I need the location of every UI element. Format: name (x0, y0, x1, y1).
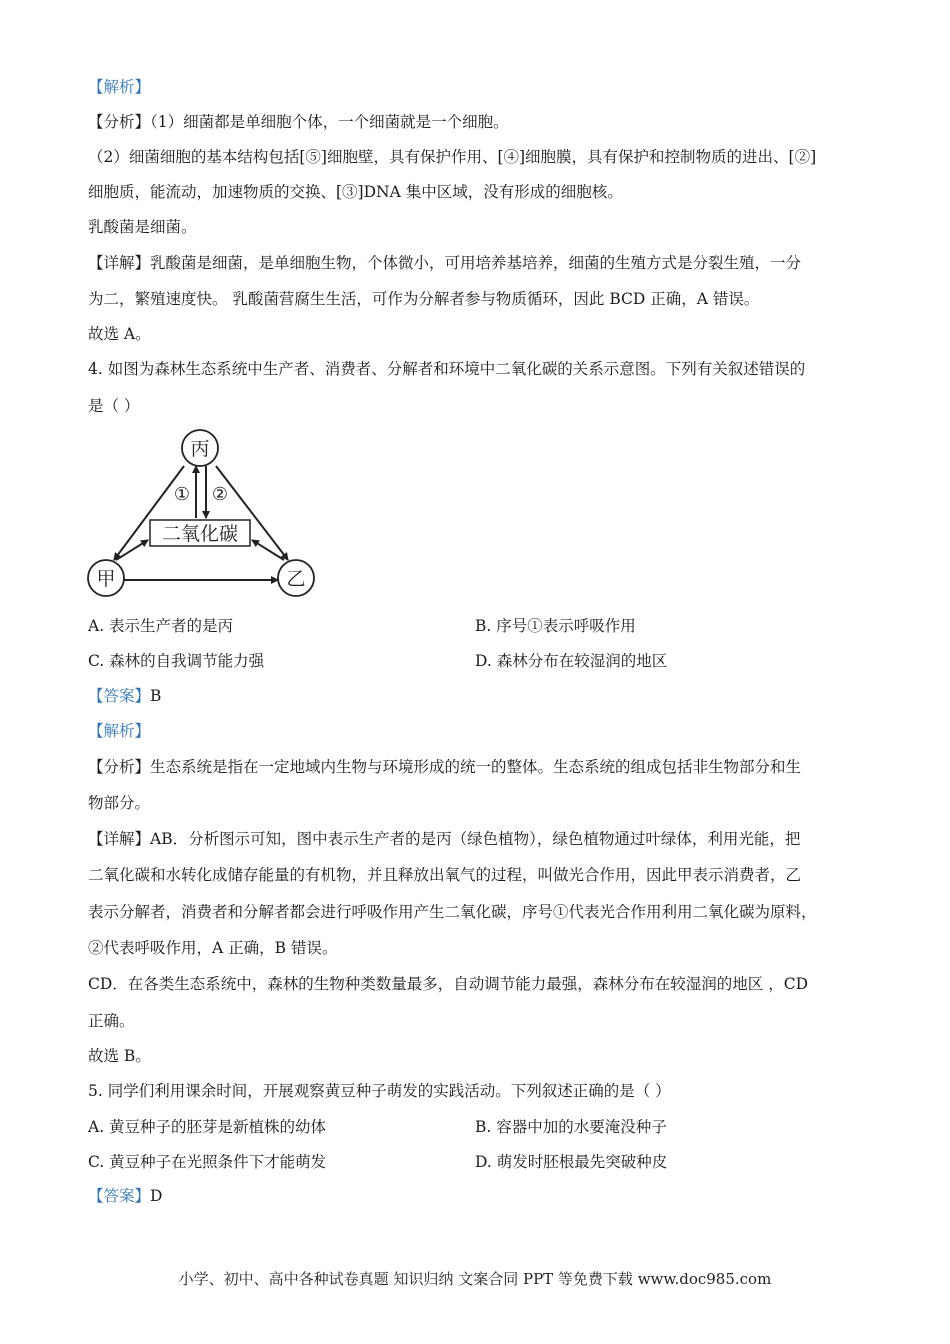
q4-fenxi-line-1 (88, 756, 868, 778)
q4-fenxi-tag: 【分析】 (88, 758, 151, 776)
q4-xiangjie-text-1: AB．分析图示可知，图中表示生产者的是丙（绿色植物），绿色植物通过叶绿体，利用光能，把 (150, 830, 801, 848)
q3-choice: 故选 A。 (88, 325, 151, 343)
co2-label: 二氧化碳 (161, 523, 239, 545)
q3-fenxi-text-1: （1）细菌都是单细胞个体，一个细菌就是一个细胞。 (150, 113, 509, 131)
q3-xiangjie-line-2: 为二，繁殖速度快。 乳酸菌营腐生生活，可作为分解者参与物质循环，因此 BCD 正确，A 错误。 (88, 290, 760, 308)
q5-option-c: C. 黄豆种子在光照条件下才能萌发 (88, 1153, 327, 1171)
q5-answer: D (150, 1187, 163, 1205)
q4-choice: 故选 B。 (88, 1047, 151, 1065)
q4-xiangjie-line-2: 二氧化碳和水转化成储存能量的有机物，并且释放出氧气的过程，叫做光合作用，因此甲表示消费者，乙 (88, 866, 802, 884)
page-footer: 小学、初中、高中各种试卷真题 知识归纳 文案合同 PPT 等免费下载 www.doc985.com (178, 1270, 772, 1288)
q3-xiangjie-line-1 (88, 252, 868, 274)
ecosystem-diagram (84, 420, 334, 605)
q4-stem-line-1: 4. 如图为森林生态系统中生产者、消费者、分解者和环境中二氧化碳的关系示意图。下列有关叙述错误的 (88, 360, 806, 378)
q5-option-a: A. 黄豆种子的胚芽是新植株的幼体 (88, 1118, 327, 1136)
q3-fenxi-line-3: 细胞质，能流动，加速物质的交换、[③]DNA 集中区域，没有形成的细胞核。 (88, 183, 623, 201)
q3-xiangjie-tag: 【详解】 (88, 254, 151, 272)
q4-cd-line-1: CD．在各类生态系统中，森林的生物种类数量最多，自动调节能力最强，森林分布在较湿润的地区 ，CD (88, 975, 809, 993)
q4-fenxi-line-2: 物部分。 (88, 794, 151, 812)
q4-jiexi-tag: 【解析】 (88, 722, 151, 740)
q4-xiangjie-line-4: ②代表呼吸作用，A 正确，B 错误。 (88, 939, 338, 957)
q4-answer-tag: 【答案】 (88, 687, 151, 705)
q5-answer-line (88, 1185, 868, 1207)
q4-option-d: D. 森林分布在较湿润的地区 (475, 652, 668, 670)
q4-xiangjie-tag: 【详解】 (88, 830, 151, 848)
node-yi-label: 乙 (286, 568, 306, 590)
q4-xiangjie-line-3: 表示分解者，消费者和分解者都会进行呼吸作用产生二氧化碳，序号①代表光合作用利用二氧化碳为原料， (88, 903, 817, 921)
q4-answer-line (88, 685, 868, 707)
q4-option-a: A. 表示生产者的是丙 (88, 617, 234, 635)
arrow-2-label: ② (211, 484, 229, 505)
q4-answer: B (150, 687, 162, 705)
q4-option-c: C. 森林的自我调节能力强 (88, 652, 265, 670)
q3-jiexi-tag: 【解析】 (88, 78, 151, 96)
q5-answer-tag: 【答案】 (88, 1187, 151, 1205)
q4-xiangjie-line-1 (88, 828, 868, 850)
q4-cd-line-2: 正确。 (88, 1012, 135, 1030)
q4-option-b: B. 序号①表示呼吸作用 (475, 617, 636, 635)
q3-fenxi-tag: 【分析】 (88, 113, 151, 131)
q4-fenxi-text-1: 生态系统是指在一定地域内生物与环境形成的统一的整体。生态系统的组成包括非生物部分和生 (150, 758, 802, 776)
q5-stem: 5. 同学们利用课余时间，开展观察黄豆种子萌发的实践活动。下列叙述正确的是（ ） (88, 1082, 671, 1100)
node-bing-label: 丙 (190, 438, 210, 460)
q5-option-d: D. 萌发时胚根最先突破种皮 (475, 1153, 668, 1171)
q5-option-b: B. 容器中加的水要淹没种子 (475, 1118, 667, 1136)
q4-stem-line-2: 是（ ） (88, 397, 140, 415)
q3-fenxi-line-2: （2）细菌细胞的基本结构包括[⑤]细胞壁，具有保护作用、[④]细胞膜，具有保护和控制物质的进出、[②] (88, 148, 817, 166)
node-jia-label: 甲 (96, 568, 116, 590)
q3-fenxi-line-1 (88, 111, 868, 133)
arrow-1-label: ① (173, 484, 191, 505)
q3-xiangjie-text-1: 乳酸菌是细菌，是单细胞生物，个体微小，可用培养基培养，细菌的生殖方式是分裂生殖，一分 (150, 254, 802, 272)
q3-fenxi-line-4: 乳酸菌是细菌。 (88, 218, 197, 236)
